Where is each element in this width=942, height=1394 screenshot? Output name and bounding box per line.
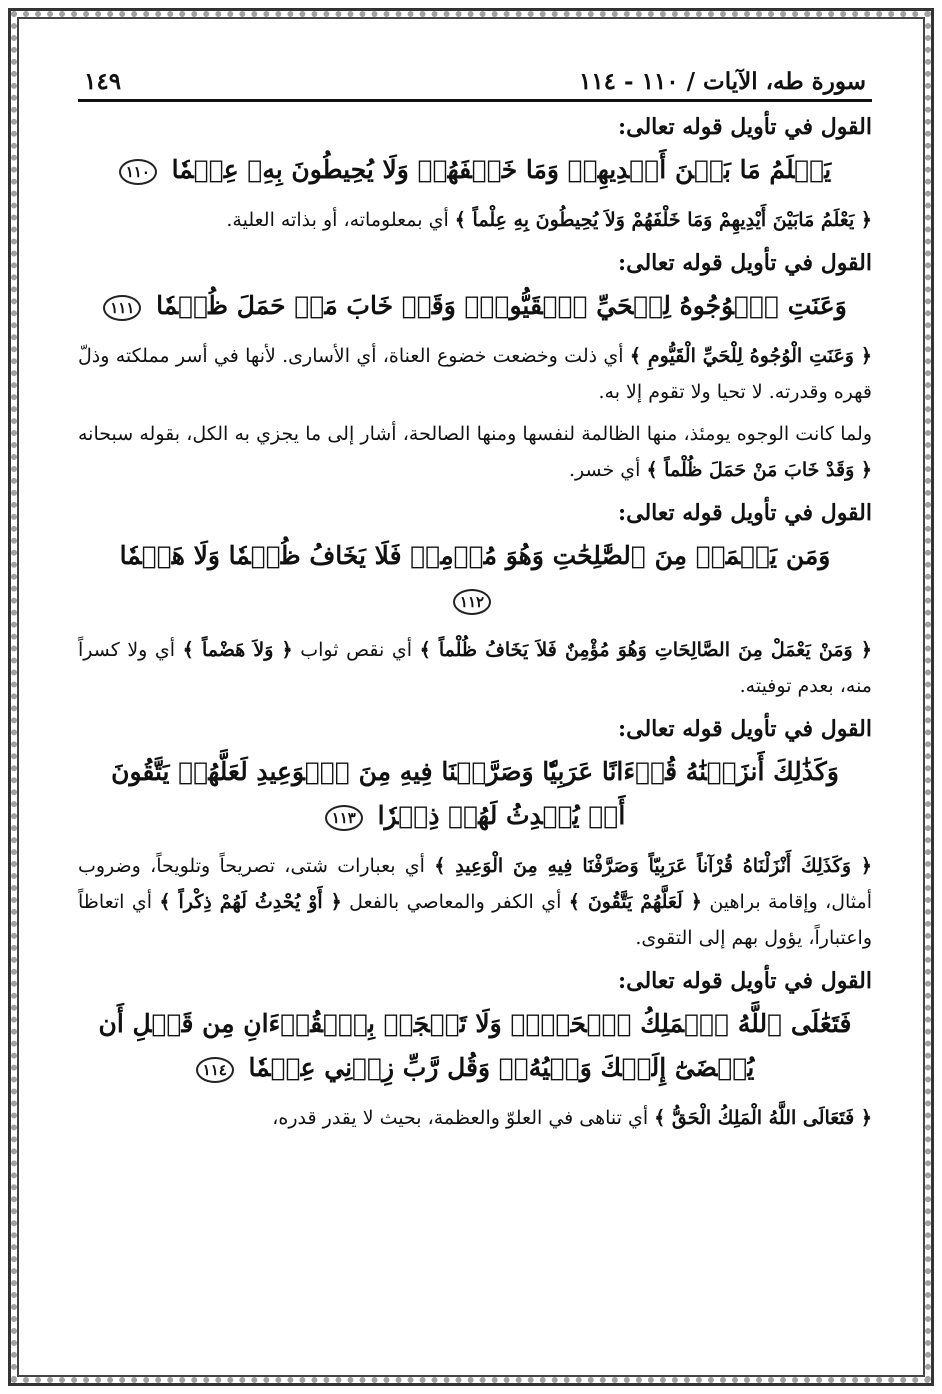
section-heading: القول في تأويل قوله تعالى: — [618, 716, 872, 742]
commentary-paragraph — [78, 202, 872, 238]
quoted-verse: ﴿ يَعْلَمُ مَابَيْنَ أَيْدِيهِمْ وَمَا خَلْفَهُمْ وَلاَ يُحِيطُونَ بِهِ عِلْماً ﴾ — [454, 209, 872, 231]
verse-number: ١١٠ — [119, 159, 157, 185]
quran-verse — [98, 750, 852, 838]
page-number: ١٤٩ — [84, 68, 122, 95]
verse-number: ١١١ — [103, 295, 141, 321]
section-heading: القول في تأويل قوله تعالى: — [618, 250, 872, 276]
section-heading: القول في تأويل قوله تعالى: — [618, 500, 872, 526]
quoted-verse: ﴿ وَكَذَلِكَ أَنْزَلْنَاهُ قُرْآناً عَرَبِيّاً وَصَرَّفْنَا فِيهِ مِنَ الْوَعِيدِ ﴾ — [434, 855, 872, 877]
quoted-verse: ﴿ لَعَلَّهُمْ يَتَّقُونَ ﴾ — [568, 891, 702, 913]
page-header — [78, 60, 872, 102]
quoted-verse: ﴿ وَقَدْ خَابَ مَنْ حَمَلَ ظُلْماً ﴾ — [646, 459, 872, 481]
commentary-paragraph — [78, 416, 872, 488]
commentary-text: أي بمعلوماته، أو بذاته العلية. — [226, 209, 455, 231]
quran-verse — [98, 148, 852, 192]
running-title: سورة طه، الآيات / ١١٠ - ١١٤ — [578, 68, 866, 95]
quoted-verse: ﴿ وَعَنَتِ الْوُجُوهُ لِلْحَيِّ الْقَيُّومِ ﴾ — [629, 345, 873, 367]
section-heading: القول في تأويل قوله تعالى: — [618, 968, 872, 994]
verse-text: يَعۡلَمُ مَا بَيۡنَ أَيۡدِيهِمۡ وَمَا خَلۡفَهُمۡ وَلَا يُحِيطُونَ بِهِۦ عِلۡمٗا — [171, 155, 832, 184]
verse-number: ١١٢ — [453, 589, 491, 615]
commentary-text: أي الكفر والمعاصي بالفعل — [341, 891, 569, 913]
verse-text: وَكَذَٰلِكَ أَنزَلۡنَٰهُ قُرۡءَانًا عَرَبِيّٗا وَصَرَّفۡنَا فِيهِ مِنَ ٱلۡوَعِيدِ لَعَلَّهُمۡ يَتَّقُونَ أَوۡ يُحۡدِثُ لَهُمۡ ذِكۡرٗا — [111, 757, 839, 830]
verse-text: فَتَعَٰلَى ٱللَّهُ ٱلۡمَلِكُ ٱلۡحَقُّۗ وَلَا تَعۡجَلۡ بِٱلۡقُرۡءَانِ مِن قَبۡلِ أَن يُقۡضَىٰٓ إِلَيۡكَ وَحۡيُهُۥۖ وَقُل رَّبِّ زِدۡنِي عِلۡمٗا — [98, 1009, 852, 1082]
verse-text: وَمَن يَعۡمَلۡ مِنَ ٱلصَّٰلِحَٰتِ وَهُوَ مُؤۡمِنٞ فَلَا يَخَافُ ظُلۡمٗا وَلَا هَضۡمٗا — [119, 541, 831, 570]
section-verse-112 — [78, 500, 872, 704]
quran-verse — [98, 1002, 852, 1090]
commentary-paragraph — [78, 1100, 872, 1136]
verse-text: وَعَنَتِ ٱلۡوُجُوهُ لِلۡحَيِّ ٱلۡقَيُّومِۖ وَقَدۡ خَابَ مَنۡ حَمَلَ ظُلۡمٗا — [156, 291, 847, 320]
commentary-text: أي خسر. — [568, 459, 647, 481]
commentary-paragraph — [78, 338, 872, 410]
quoted-verse: ﴿ أَوْ يُحْدِثُ لَهُمْ ذِكْراً ﴾ — [159, 891, 342, 913]
section-verse-114 — [78, 968, 872, 1136]
commentary-text: أي اتعاظاً واعتباراً، يؤول بهم إلى التقوى. — [78, 891, 872, 949]
commentary-text: أي ذلت وخضعت خضوع العناة، أي الأسارى. لأنها في أسر مملكته وذلّ قهره وقدرته. لا تحيا ولا تقوم إلا به. — [78, 345, 872, 403]
verse-number: ١١٣ — [325, 805, 363, 831]
verse-number: ١١٤ — [196, 1057, 234, 1083]
quoted-verse: ﴿ وَمَنْ يَعْمَلْ مِنَ الصَّالِحَاتِ وَهُوَ مُؤْمِنٌ فَلاَ يَخَافُ ظُلْماً ﴾ — [419, 639, 872, 661]
commentary-paragraph — [78, 632, 872, 704]
commentary-text: أي تناهى في العلوّ والعظمة، بحيث لا يقدر قدره، — [272, 1107, 655, 1129]
commentary-text: ولما كانت الوجوه يومئذ، منها الظالمة لنفسها ومنها الصالحة، أشار إلى ما يجزي به الكل، بقوله سبحانه — [78, 423, 872, 445]
commentary-text: أي بعبارات شتى، تصريحاً وتلويحاً، وضروب أمثال، وإقامة براهين — [78, 855, 872, 913]
quoted-verse: ﴿ وَلاَ هَضْماً ﴾ — [182, 639, 293, 661]
quoted-verse: ﴿ فَتَعَالَى اللَّهُ الْمَلِكُ الْحَقُّ ﴾ — [654, 1107, 872, 1129]
section-heading: القول في تأويل قوله تعالى: — [618, 114, 872, 140]
commentary-paragraph — [78, 848, 872, 956]
section-verse-110 — [78, 114, 872, 238]
section-verse-111 — [78, 250, 872, 488]
section-verse-113 — [78, 716, 872, 956]
page-content — [78, 60, 872, 1354]
quran-verse — [98, 284, 852, 328]
commentary-text: أي نقص ثواب — [292, 639, 420, 661]
quran-verse — [98, 534, 852, 622]
commentary-text: أي ولا كسراً منه، بعدم توفيته. — [78, 639, 872, 697]
